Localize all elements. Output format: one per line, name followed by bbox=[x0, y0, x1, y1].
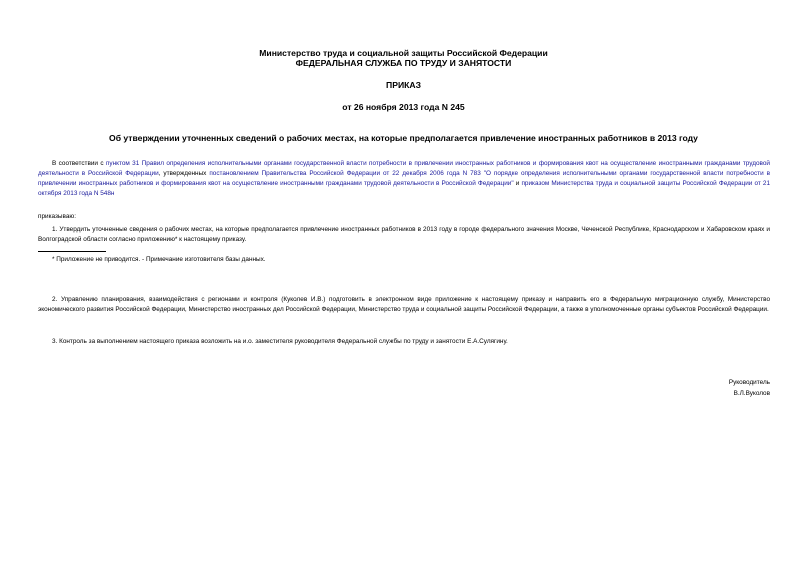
government-decree-link[interactable]: постановлением Правительства Российской Федерации от 22 декабря 2006 года N 783 "О порядке определения исполнительными органами государственной власти потребности в привлечении иностранных работников и формирования квот на осуществление иностранными гражданами трудовой деятельности в Российской Федерации" bbox=[38, 170, 770, 188]
document-subject: Об утверждении уточненных сведений о рабочих местах, на которые предполагается привлечение иностранных работников в 2013 году bbox=[109, 133, 698, 143]
signatory-name: В.Л.Вуколов bbox=[733, 390, 770, 397]
order-item-2: 2. Управлению планирования, взаимодействия с регионами и контроля (Куколев И.В.) подготовить в электронном виде приложение к настоящему приказу и направить его в Федеральную миграционную службу, Министерство экономического развития Российской Федерации, Министерство иностранных дел Российской Федерации, Министерство труда и социальной защиты Российской Федерации, а также в уполномоченные органы субъектов Российской Федерации. bbox=[38, 296, 770, 314]
preamble-paragraph bbox=[38, 159, 770, 199]
service-heading: ФЕДЕРАЛЬНАЯ СЛУЖБА ПО ТРУДУ И ЗАНЯТОСТИ bbox=[295, 58, 512, 68]
ministry-order-link[interactable]: приказом Министерства труда и социальной защиты Российской Федерации от 21 октября 2013 года N 548н bbox=[38, 180, 771, 198]
ministry-heading: Министерство труда и социальной защиты Российской Федерации bbox=[259, 48, 548, 58]
document-type: ПРИКАЗ bbox=[386, 80, 421, 90]
order-item-1: 1. Утвердить уточненные сведения о рабочих местах, на которые предполагается привлечение иностранных работников в 2013 году в городе федерального значения Москве, Чеченской Республике, Краснодарском и Хабаровском краях и Волгоградской области согласно приложению* к настоящему приказу. bbox=[38, 226, 770, 244]
signatory-role: Руководитель bbox=[728, 379, 770, 386]
rules-link[interactable]: пунктом 31 Правил определения исполнительными органами государственной власти потребности в привлечении иностранных работников и формирования квот на осуществление иностранными гражданами трудовой деятельности в Российской Федерации bbox=[38, 160, 770, 178]
footnote-divider bbox=[38, 251, 106, 252]
preamble-text-mid1: , утвержденных bbox=[158, 170, 210, 178]
order-word: приказываю: bbox=[38, 213, 76, 220]
document-date-number: от 26 ноября 2013 года N 245 bbox=[342, 102, 465, 112]
preamble-text-start: В соответствии с bbox=[52, 160, 106, 167]
order-item-3: 3. Контроль за выполнением настоящего приказа возложить на и.о. заместителя руководителя Федеральной службы по труду и занятости Е.А.Сулягину. bbox=[52, 338, 508, 345]
footnote: * Приложение не приводится. - Примечание изготовителя базы данных. bbox=[52, 256, 266, 263]
preamble-text-mid2: и bbox=[513, 180, 522, 188]
